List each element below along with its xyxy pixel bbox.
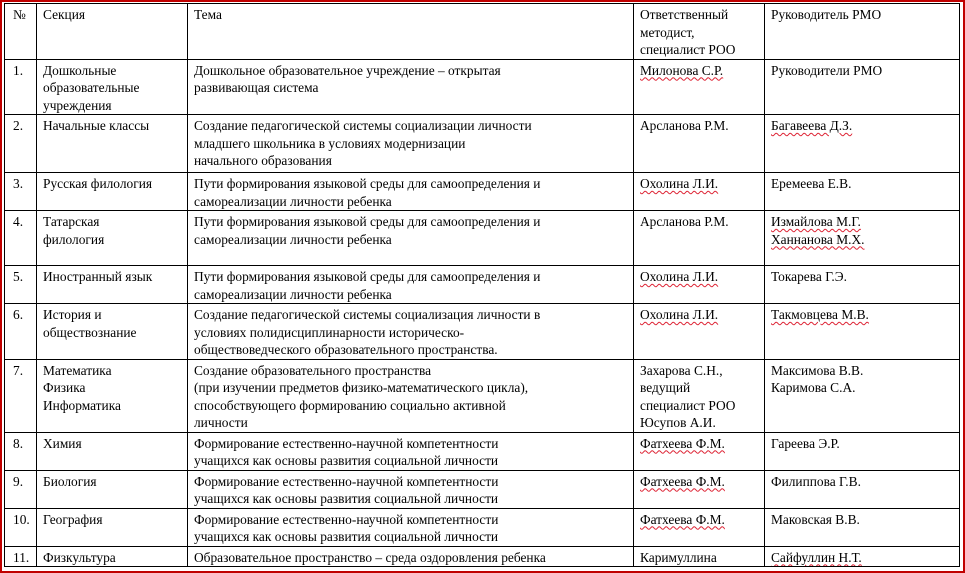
row-head <box>765 211 960 266</box>
methodist-name: Охолина Л.И. <box>640 307 719 322</box>
row-topic: Создание педагогической системы социализации личности младшего школьника в условиях модернизации начального образования <box>188 115 634 173</box>
methodist-name: Охолина Л.И. <box>640 176 719 191</box>
row-topic: Формирование естественно-научной компетентности учащихся как основы развития социальной личности <box>188 470 634 508</box>
row-num: 1. <box>5 59 37 115</box>
row-head: Маковская В.В. <box>765 508 960 546</box>
head-name: Сайфуллин Н.Т. <box>771 549 862 565</box>
row-methodist <box>634 470 765 508</box>
table-row <box>5 59 960 115</box>
row-head: Максимова В.В. Каримова С.А. <box>765 359 960 432</box>
row-head: Токарева Г.Э. <box>765 266 960 304</box>
methodist-name: Фатхеева Ф.М. <box>640 511 725 527</box>
row-num: 11. <box>5 546 37 567</box>
row-head <box>765 115 960 173</box>
row-num: 4. <box>5 211 37 266</box>
row-topic: Создание педагогической системы социализация личности в условиях полидисциплинарности историческо- обществоведческого образовательного пространства. <box>188 304 634 360</box>
row-section: История и обществознание <box>37 304 188 360</box>
row-topic: Дошкольное образовательное учреждение – открытая развивающая система <box>188 59 634 115</box>
row-head: Еремеева Е.В. <box>765 173 960 211</box>
row-head <box>765 304 960 360</box>
row-section: Химия <box>37 432 188 470</box>
row-head: Гареева Э.Р. <box>765 432 960 470</box>
row-topic: Пути формирования языковой среды для самоопределения и самореализации личности ребенка <box>188 266 634 304</box>
header-section: Секция <box>37 4 188 60</box>
table-row <box>5 546 960 567</box>
row-topic: Создание образовательного пространства (при изучении предметов физико-математического цикла), способствующего формированию социально активной личности <box>188 359 634 432</box>
table-row <box>5 508 960 546</box>
table-header-row <box>5 4 960 60</box>
row-num: 3. <box>5 173 37 211</box>
methodist-name: Милонова С.Р. <box>640 62 724 78</box>
row-methodist: Захарова С.Н., ведущий специалист РОО Юсупов А.И. <box>634 359 765 432</box>
row-head: Филиппова Г.В. <box>765 470 960 508</box>
row-methodist <box>634 266 765 304</box>
row-methodist: Арсланова Р.М. <box>634 115 765 173</box>
methodist-name: Охолина Л.И. <box>640 269 719 284</box>
table-row <box>5 470 960 508</box>
row-num: 9. <box>5 470 37 508</box>
header-num: № <box>5 4 37 60</box>
row-num: 10. <box>5 508 37 546</box>
row-num: 6. <box>5 304 37 360</box>
header-topic: Тема <box>188 4 634 60</box>
row-topic: Формирование естественно-научной компетентности учащихся как основы развития социальной личности <box>188 508 634 546</box>
row-section: Физкультура <box>37 546 188 567</box>
row-section: Дошкольные образовательные учреждения <box>37 59 188 115</box>
row-topic: Образовательное пространство – среда оздоровления ребенка <box>188 546 634 567</box>
row-section: Математика Физика Информатика <box>37 359 188 432</box>
table-row <box>5 432 960 470</box>
methodist-name: Фатхеева Ф.М. <box>640 473 725 489</box>
row-section: Начальные классы <box>37 115 188 173</box>
row-num: 2. <box>5 115 37 173</box>
row-methodist: Каримуллина <box>634 546 765 567</box>
row-topic: Пути формирования языковой среды для самоопределения и самореализации личности ребенка <box>188 173 634 211</box>
row-section: География <box>37 508 188 546</box>
table-row <box>5 115 960 173</box>
row-section: Татарская филология <box>37 211 188 266</box>
methodist-name: Фатхеева Ф.М. <box>640 435 725 451</box>
head-name: Такмовцева М.В. <box>771 307 869 322</box>
head-name: Багавеева Д.З. <box>771 118 853 133</box>
head-name: Измайлова М.Г. Ханнанова М.Х. <box>771 214 865 247</box>
row-head: Руководители РМО <box>765 59 960 115</box>
row-section: Русская филология <box>37 173 188 211</box>
rmo-sections-table <box>4 3 960 567</box>
row-methodist <box>634 59 765 115</box>
table-row <box>5 173 960 211</box>
table-row <box>5 304 960 360</box>
row-methodist <box>634 508 765 546</box>
row-topic: Формирование естественно-научной компетентности учащихся как основы развития социальной личности <box>188 432 634 470</box>
row-methodist: Арсланова Р.М. <box>634 211 765 266</box>
table-row <box>5 211 960 266</box>
table-row <box>5 266 960 304</box>
table-row <box>5 359 960 432</box>
row-num: 5. <box>5 266 37 304</box>
row-num: 7. <box>5 359 37 432</box>
row-methodist <box>634 432 765 470</box>
row-methodist <box>634 173 765 211</box>
header-head: Руководитель РМО <box>765 4 960 60</box>
row-num: 8. <box>5 432 37 470</box>
header-methodist: Ответственный методист, специалист РОО <box>634 4 765 60</box>
row-methodist <box>634 304 765 360</box>
row-section: Биология <box>37 470 188 508</box>
row-head <box>765 546 960 567</box>
row-section: Иностранный язык <box>37 266 188 304</box>
row-topic: Пути формирования языковой среды для самоопределения и самореализации личности ребенка <box>188 211 634 266</box>
